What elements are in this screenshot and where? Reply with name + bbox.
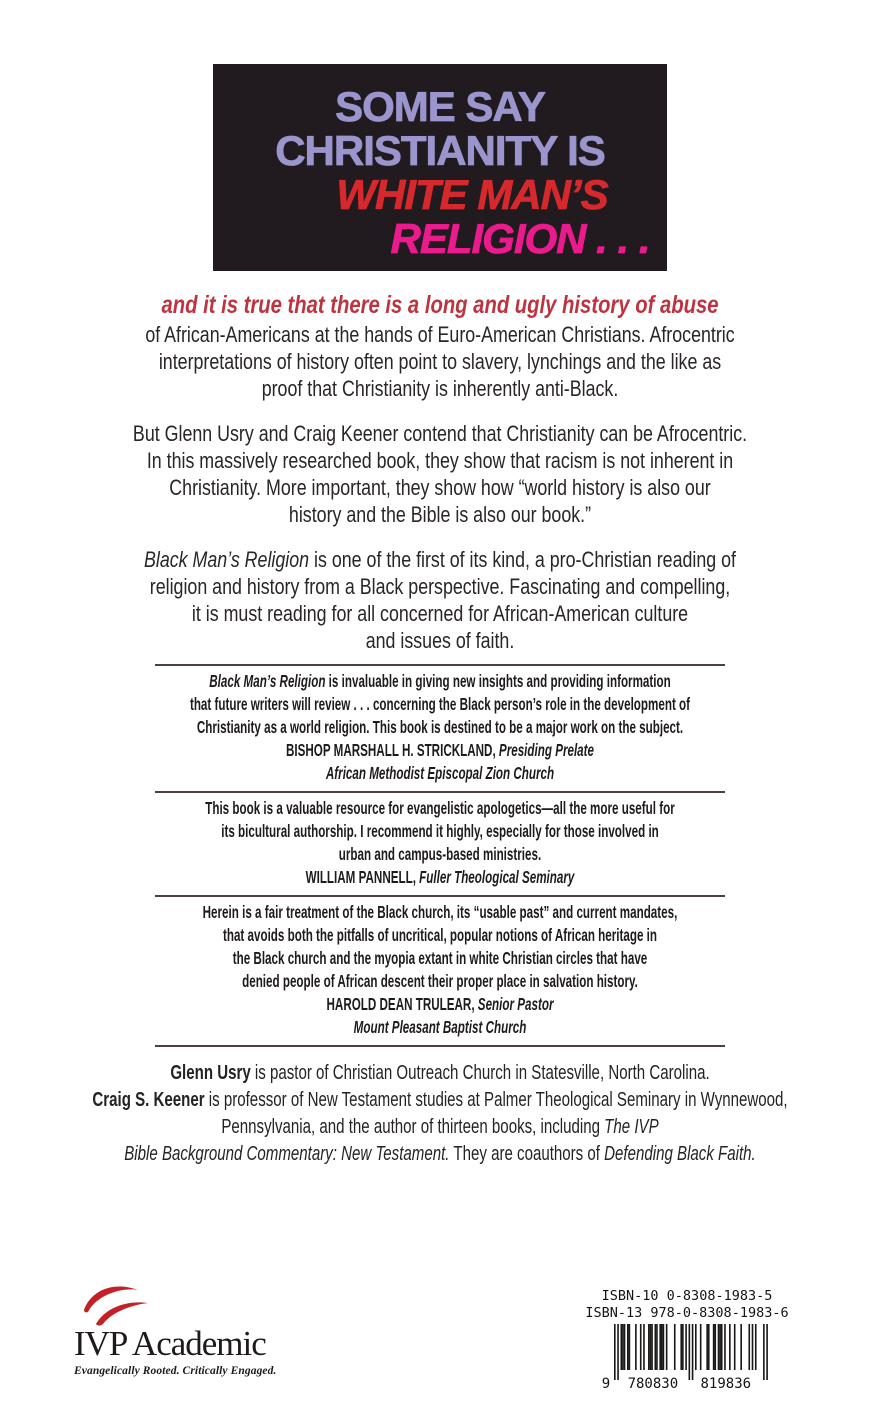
text-line <box>134 670 746 693</box>
text-line: that avoids both the pitfalls of uncritical, popular notions of African heritage in <box>222 925 658 945</box>
divider-rule <box>155 664 725 666</box>
text-line: This book is a valuable resource for evangelistic apologetics—all the more useful for <box>205 798 675 818</box>
publisher-tagline: Evangelically Rooted. Critically Engaged. <box>74 1365 277 1377</box>
text-segment: Black Man’s Religion <box>143 547 310 572</box>
text-line <box>134 762 746 785</box>
text-segment: BISHOP MARSHALL H. STRICKLAND, <box>285 740 496 760</box>
intro-paragraph <box>35 289 845 402</box>
text-segment: Presiding Prelate <box>495 740 595 760</box>
text-segment: Mount Pleasant Baptist Church <box>353 1017 527 1037</box>
text-line: history and the Bible is also our book.” <box>288 502 592 527</box>
text-line <box>35 546 845 573</box>
text-segment: is one of the first of its kind, a pro-Christian reading of <box>309 547 736 572</box>
headline-line: RELIGION . . . <box>390 215 650 262</box>
paragraph-2 <box>35 420 845 528</box>
text-segment: is professor of New Testament studies at Palmer Theological Seminary in Wynnewood, <box>204 1088 788 1111</box>
text-line <box>50 1113 829 1140</box>
text-segment: African Methodist Episcopal Zion Church <box>325 763 555 783</box>
text-line <box>134 866 746 889</box>
isbn10-text: ISBN-10 0-8308-1983-5 <box>601 1288 773 1304</box>
text-segment: HAROLD DEAN TRULEAR, <box>326 994 475 1014</box>
text-segment: Defending Black Faith. <box>604 1142 756 1165</box>
text-line <box>50 1059 829 1086</box>
text-line: it is must reading for all concerned for African-American culture <box>191 601 689 626</box>
isbn-barcode-block <box>572 1288 802 1392</box>
endorsement-pannell <box>134 797 746 889</box>
author-bios <box>50 1059 829 1167</box>
text-segment: Black Man’s Religion <box>209 671 326 691</box>
text-line: its bicultural authorship. I recommend it highly, especially for those involved in <box>221 821 659 841</box>
publisher-logo <box>74 1284 276 1377</box>
text-line: urban and campus-based ministries. <box>338 844 542 864</box>
ivp-double-swoosh-icon <box>82 1284 152 1326</box>
text-line <box>134 1016 746 1039</box>
text-line: Christianity. More important, they show how “world history is also our <box>169 475 711 500</box>
divider-rule <box>155 895 725 897</box>
text-line <box>50 1086 829 1113</box>
text-line: religion and history from a Black perspective. Fascinating and compelling, <box>149 574 731 599</box>
text-segment: Craig S. Keener <box>92 1088 205 1111</box>
text-segment: is pastor of Christian Outreach Church in Statesville, North Carolina. <box>250 1061 710 1084</box>
text-line <box>50 1140 829 1167</box>
text-line: that future writers will review . . . concerning the Black person’s role in the development of <box>189 694 691 714</box>
text-segment: Glenn Usry <box>170 1061 251 1084</box>
isbn13-text: ISBN-13 978-0-8308-1983-6 <box>585 1305 789 1321</box>
text-segment: and it is true that there is a long and ugly history of abuse <box>161 291 719 319</box>
headline-line: WHITE MAN’S <box>336 171 608 218</box>
text-line: and issues of faith. <box>365 628 515 653</box>
text-line <box>134 739 746 762</box>
divider-rule <box>155 1045 725 1047</box>
publisher-name: IVP Academic <box>74 1324 266 1363</box>
text-segment: The IVP <box>604 1115 659 1138</box>
endorsement-strickland <box>134 670 746 785</box>
svg-text:780830: 780830 <box>627 1376 678 1392</box>
text-line: interpretations of history often point to slavery, lynchings and the like as <box>158 349 722 374</box>
headline-line: CHRISTIANITY IS <box>275 127 605 174</box>
text-segment: Senior Pastor <box>474 994 554 1014</box>
text-line: But Glenn Usry and Craig Keener contend that Christianity can be Afrocentric. <box>132 421 748 446</box>
text-line: the Black church and the myopia extant in white Christian circles that have <box>232 948 648 968</box>
headline-box <box>213 64 667 271</box>
text-segment: Bible Background Commentary: New Testament. <box>124 1142 450 1165</box>
text-line: Christianity as a world religion. This book is destined to be a major work on the subject. <box>196 717 684 737</box>
text-line <box>35 289 845 321</box>
svg-text:819836: 819836 <box>699 1376 751 1392</box>
divider-rule <box>155 791 725 793</box>
text-line: Herein is a fair treatment of the Black church, its “usable past” and current mandates, <box>202 902 678 922</box>
paragraph-3 <box>35 546 845 654</box>
text-segment: Fuller Theological Seminary <box>415 867 575 887</box>
text-segment: Pennsylvania, and the author of thirteen books, including <box>221 1115 605 1138</box>
text-segment: They are coauthors of <box>449 1142 605 1165</box>
endorsement-trulear <box>134 901 746 1039</box>
text-segment: is invaluable in giving new insights and providing information <box>325 671 671 691</box>
headline-line: SOME SAY <box>335 83 545 130</box>
back-cover <box>0 64 880 1424</box>
svg-text:9: 9 <box>601 1376 610 1392</box>
text-segment: WILLIAM PANNELL, <box>305 867 416 887</box>
text-line: In this massively researched book, they show that racism is not inherent in <box>146 448 734 473</box>
ean-barcode <box>572 1324 802 1392</box>
text-line <box>134 993 746 1016</box>
text-line: proof that Christianity is inherently anti-Black. <box>261 376 619 401</box>
text-line: of African-Americans at the hands of Euro-American Christians. Afrocentric <box>145 322 735 347</box>
text-line: denied people of African descent their proper place in salvation history. <box>242 971 638 991</box>
